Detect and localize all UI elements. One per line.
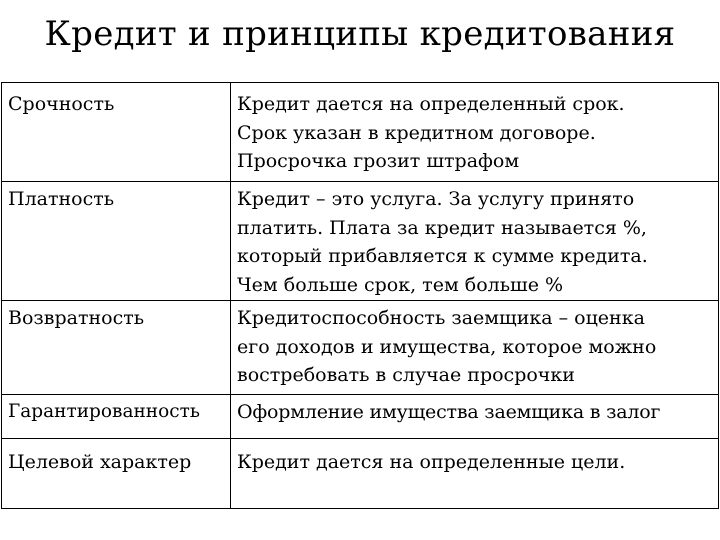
principle-term: Платность [2,182,231,301]
principle-description: Кредит дается на определенные цели. [231,439,719,509]
principle-term: Целевой характер [2,439,231,509]
table-row [2,83,719,182]
table-row [2,395,719,439]
table-row [2,182,719,301]
principle-description: Оформление имущества заемщика в залог [231,395,719,439]
table-row [2,301,719,395]
principles-table [1,82,719,509]
principle-term: Возвратность [2,301,231,395]
principle-description: Кредит – это услуга. За услугу принято платить. Плата за кредит называется %, который прибавляется к сумме кредита. Чем больше срок, тем больше % [231,182,719,301]
page-title: Кредит и принципы кредитования [44,14,676,54]
table-row [2,439,719,509]
principle-term: Срочность [2,83,231,182]
principle-term: Гарантированность [2,395,231,439]
principle-description: Кредит дается на определенный срок. Срок указан в кредитном договоре. Просрочка грозит штрафом [231,83,719,182]
principle-description: Кредитоспособность заемщика – оценка его доходов и имущества, которое можно востребовать в случае просрочки [231,301,719,395]
